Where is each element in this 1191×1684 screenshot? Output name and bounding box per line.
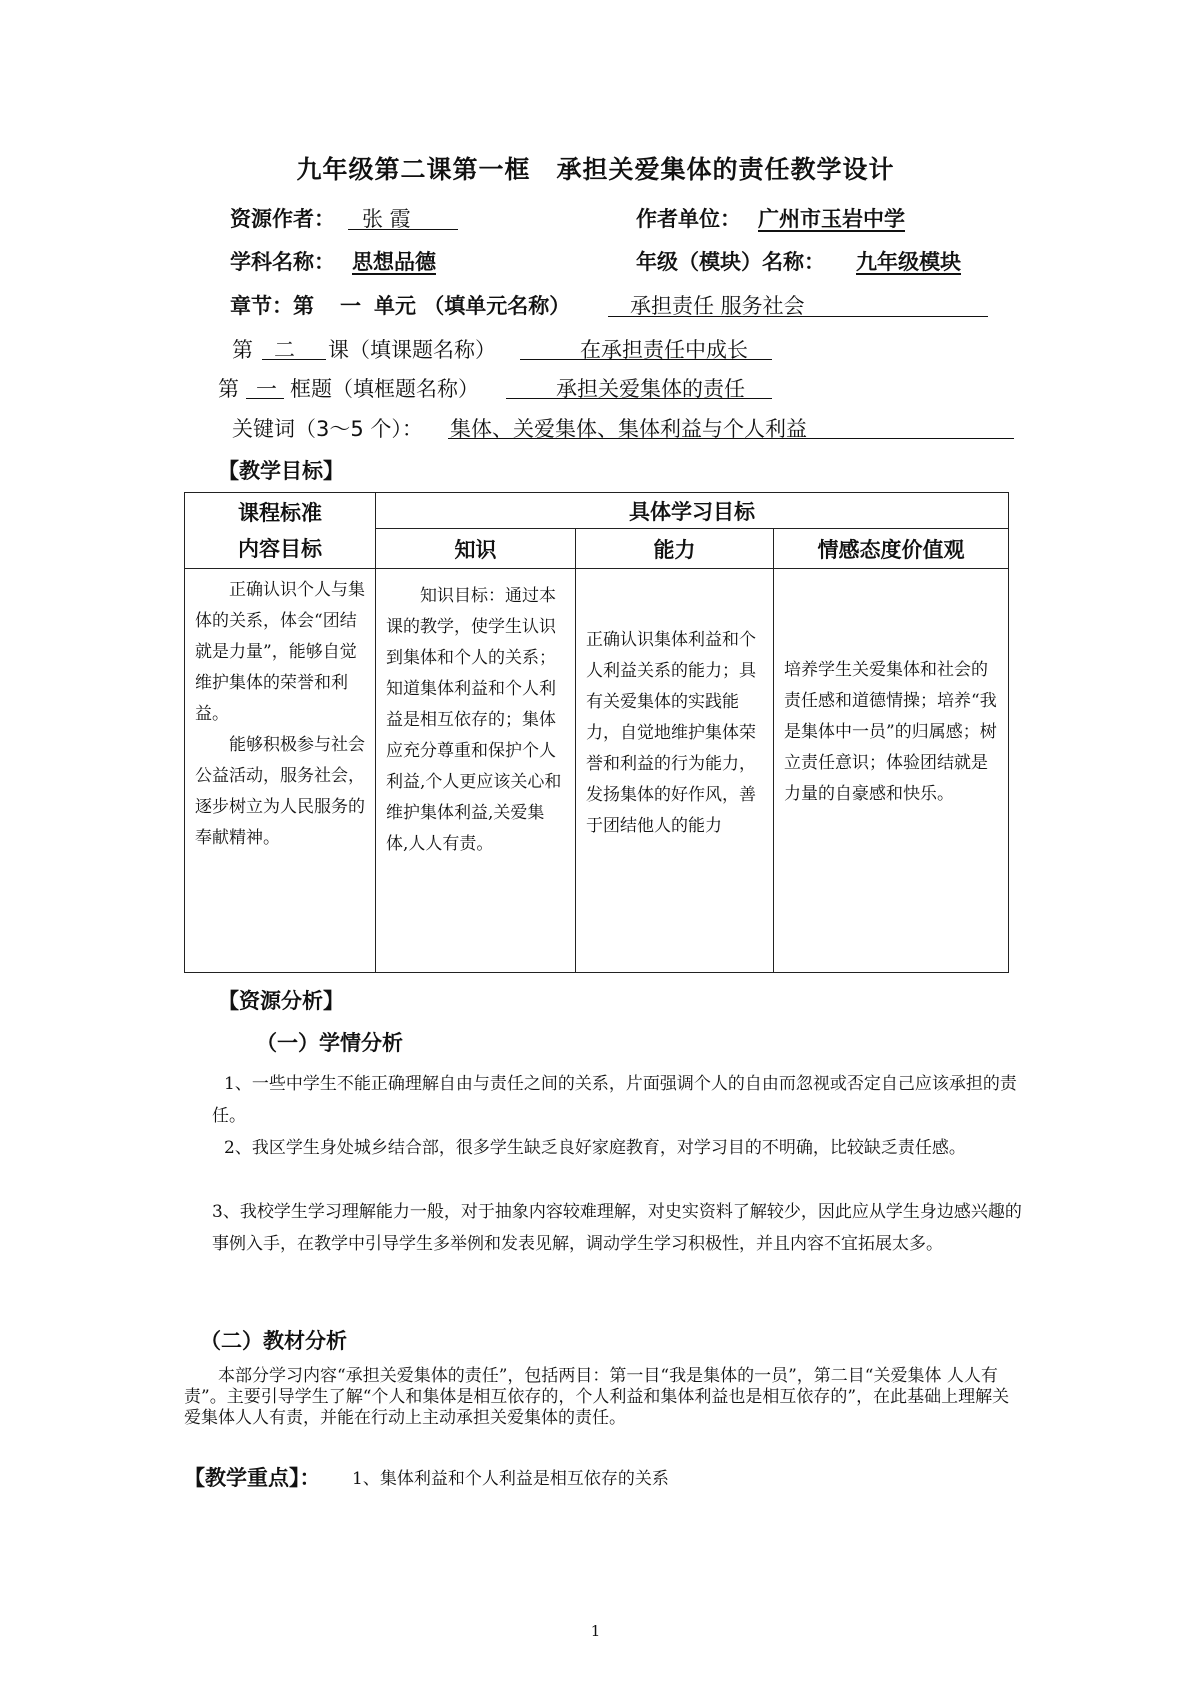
standard-header-line2: 内容目标 — [238, 536, 322, 561]
attitude-header: 情感态度价值观 — [774, 529, 1009, 569]
frame-number-underline — [246, 398, 284, 399]
frame-number: 一 — [256, 377, 277, 401]
knowledge-text: 知识目标：通过本课的教学，使学生认识到集体和个人的关系；知道集体利益和个人利益是相互依存的；集体应充分尊重和保护个人利益,个人更应该关心和维护集体利益,关爱集体,人人有责。 — [386, 586, 562, 854]
standard-paragraph-1: 正确认识个人与集体的关系，体会“团结就是力量”，能够自觉维护集体的荣誉和利益。 — [195, 580, 365, 724]
teaching-goals-heading: 【教学目标】 — [218, 459, 344, 483]
attitude-text: 培养学生关爱集体和社会的责任感和道德情操；培养“我是集体中一员”的归属感；树立责任意识；体验团结就是力量的自豪感和快乐。 — [784, 660, 997, 804]
page-number: 1 — [590, 1622, 601, 1640]
lesson-mid-label: 课（填课题名称） — [328, 338, 496, 362]
author-underline — [348, 229, 458, 230]
learner-item-1: 1、一些中学生不能正确理解自由与责任之间的关系，片面强调个人的自由而忽视或否定自己应该承担的责任。 — [212, 1074, 1017, 1126]
lesson-number: 二 — [274, 338, 295, 362]
key-points-text: 1、集体利益和个人利益是相互依存的关系 — [352, 1469, 669, 1489]
chapter-prefix: 章节：第 — [230, 294, 314, 318]
standard-paragraph-2: 能够积极参与社会公益活动，服务社会，逐步树立为人民服务的奉献精神。 — [195, 735, 365, 848]
knowledge-cell — [376, 569, 576, 973]
attitude-cell — [774, 569, 1009, 973]
lesson-name: 在承担责任中成长 — [580, 338, 748, 362]
key-points-label: 【教学重点】： — [184, 1466, 321, 1490]
frame-underline — [506, 398, 772, 399]
lesson-prefix: 第 — [232, 338, 253, 362]
chapter-underline — [608, 316, 988, 317]
frame-prefix: 第 — [218, 377, 239, 401]
material-analysis-text: 本部分学习内容“承担关爱集体的责任”，包括两目：第一目“我是集体的一员”，第二目“关爱集体 人人有责”。主要引导学生了解“个人和集体是相互依存的，个人利益和集体利益也是相互依存的”，在此基础上理解关爱集体人人有责，并能在行动上主动承担关爱集体的责任。 — [184, 1366, 1010, 1428]
material-analysis-heading: （二）教材分析 — [200, 1329, 347, 1353]
ability-text: 正确认识集体利益和个人利益关系的能力；具有关爱集体的实践能力，自觉地维护集体荣誉和利益的行为能力，发扬集体的好作风，善于团结他人的能力 — [586, 630, 756, 836]
subject-name: 思想品德 — [352, 250, 436, 274]
knowledge-header: 知识 — [376, 529, 576, 569]
resource-analysis-heading: 【资源分析】 — [218, 989, 344, 1013]
keywords-label: 关键词（3～5 个）： — [232, 417, 423, 441]
chapter-name: 承担责任 服务社会 — [630, 294, 805, 318]
ability-cell — [576, 569, 774, 973]
standard-header — [185, 493, 376, 569]
grade-label: 年级（模块）名称： — [636, 250, 825, 274]
keywords-value: 集体、关爱集体、集体利益与个人利益 — [450, 417, 807, 441]
frame-name: 承担关爱集体的责任 — [556, 377, 745, 401]
author-name: 张 霞 — [362, 207, 411, 231]
document-title: 九年级第二课第一框 承担关爱集体的责任教学设计 — [296, 155, 895, 184]
standard-cell — [185, 569, 376, 973]
standard-header-line1: 课程标准 — [238, 500, 322, 525]
lesson-underline — [520, 359, 772, 360]
chapter-mid-label: 单元 （填单元名称） — [374, 294, 571, 318]
author-label: 资源作者： — [230, 207, 335, 231]
objectives-group-header: 具体学习目标 — [376, 493, 1009, 529]
grade-name: 九年级模块 — [856, 250, 961, 274]
chapter-number: 一 — [340, 294, 361, 318]
learner-item-2: 2、我区学生身处城乡结合部，很多学生缺乏良好家庭教育，对学习目的不明确，比较缺乏责任感。 — [224, 1138, 966, 1158]
unit-label: 作者单位： — [636, 207, 741, 231]
unit-name: 广州市玉岩中学 — [758, 207, 905, 231]
lesson-number-underline — [262, 359, 326, 360]
learner-analysis-heading: （一）学情分析 — [256, 1031, 403, 1055]
subject-label: 学科名称： — [230, 250, 335, 274]
learner-item-3: 3、我校学生学习理解能力一般，对于抽象内容较难理解，对史实资料了解较少，因此应从学生身边感兴趣的事例入手，在教学中引导学生多举例和发表见解，调动学生学习积极性，并且内容不宜拓展太多。 — [212, 1202, 1022, 1254]
learning-objectives-table — [184, 492, 1009, 973]
frame-mid-label: 框题（填框题名称） — [290, 377, 479, 401]
keywords-underline — [448, 438, 1014, 439]
ability-header: 能力 — [576, 529, 774, 569]
